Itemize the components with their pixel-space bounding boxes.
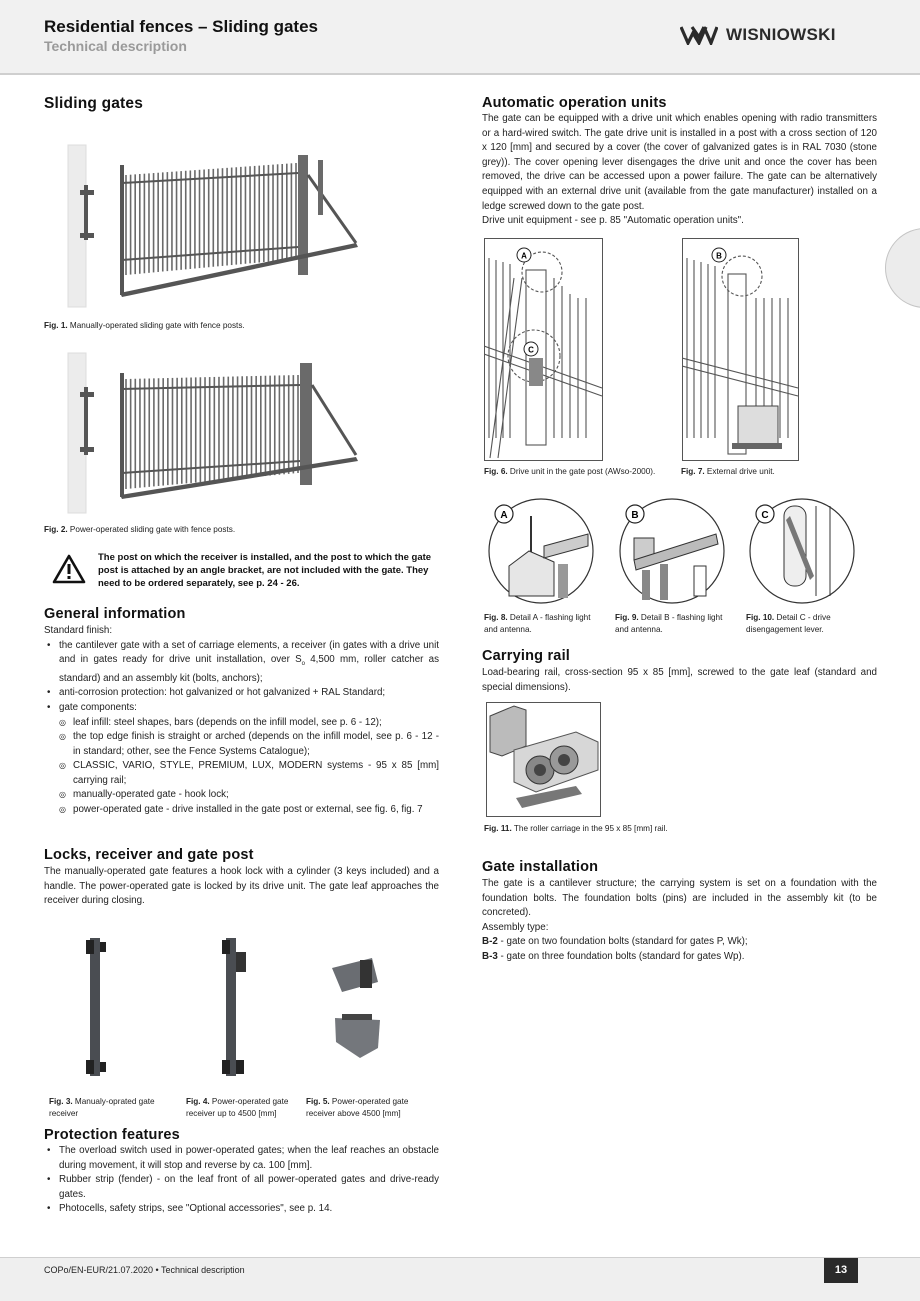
sub-list-item: ◎ the top edge finish is straight or arched (depends on the infill model, see p. 6 - 12 - in standard; other, see the Fence Systems Catalogue); <box>59 730 439 759</box>
list-item: • The overload switch used in power-operated gates; when the leaf reaches an obstacle during movement, it will stop and reverse by ca. 100 [mm]. <box>44 1144 439 1173</box>
list-item: • Rubber strip (fender) - on the leaf front of all power-operated gates and drive-ready gates. <box>44 1173 439 1202</box>
page-header <box>0 0 920 75</box>
general-info-title: General information <box>44 606 186 622</box>
sub-list-item: ◎ power-operated gate - drive installed in the gate post or external, see fig. 6, fig. 7 <box>59 803 439 818</box>
list-item: • gate components: ◎ leaf infill: steel shapes, bars (depends on the infill model, see p. 6 - 12); ◎ the top edge finish is straight or arched (depends on the infill model, see p. 6 - 12 - in standard; other, see the Fence Systems Catalogue); ◎ CLASSIC, VARIO, STYLE, PREMIUM, LUX, MODERN systems - 95 x 85 [mm] carrying rail; ◎ manually-operated gate - hook lock; ◎ power-operated gate - drive installed in the gate post or external, see fig. 6, fig. 7 <box>44 701 439 818</box>
fig8-label-a: A <box>500 510 508 521</box>
fig11-caption: Fig. 11. The roller carriage in the 95 x 85 [mm] rail. <box>484 824 668 833</box>
standard-finish-label: Standard finish: <box>44 625 113 636</box>
fig3-5-receivers-image <box>60 930 400 1080</box>
brand-logo <box>680 25 836 45</box>
fig4-caption: Fig. 4. Power-operated gate receiver up to 4500 [mm] <box>186 1097 289 1118</box>
protection-title: Protection features <box>44 1127 180 1143</box>
fig7-caption: Fig. 7. External drive unit. <box>681 467 775 476</box>
fig7-label-b: B <box>716 251 722 261</box>
fig3-receiver <box>86 938 106 1076</box>
sliding-gates-title: Sliding gates <box>44 95 144 112</box>
wisniowski-logo-icon <box>680 25 718 45</box>
fig10-label-c: C <box>761 510 769 521</box>
fig7-external-drive-image <box>682 238 800 462</box>
fig8-10-details-image <box>484 496 864 604</box>
sub-list-item: ◎ CLASSIC, VARIO, STYLE, PREMIUM, LUX, MODERN systems - 95 x 85 [mm] carrying rail; <box>59 759 439 788</box>
general-info-body <box>44 624 439 818</box>
fig3-caption: Fig. 3. Manualy-oprated gate receiver <box>49 1097 155 1118</box>
protection-body <box>44 1144 439 1217</box>
sub-list-item: ◎ leaf infill: steel shapes, bars (depends on the infill model, see p. 6 - 12); <box>59 716 439 731</box>
list-item: • anti-corrosion protection: hot galvanized or hot galvanized + RAL Standard; <box>44 686 439 701</box>
fig9-caption: Fig. 9. Detail B - flashing light and antenna. <box>615 613 723 634</box>
page-number: 13 <box>824 1258 858 1283</box>
header-subtitle: Technical description <box>44 38 187 54</box>
assembly-b3: B-3 - gate on three foundation bolts (standard for gates Wp). <box>482 950 745 962</box>
carrying-rail-body: Load-bearing rail, cross-section 95 x 85 [mm], screwed to the gate leaf (standard and special dimensions). <box>482 667 877 693</box>
gate-installation-title: Gate installation <box>482 859 599 875</box>
carrying-rail-title: Carrying rail <box>482 648 571 664</box>
list-item: • Photocells, safety strips, see "Optional accessories", see p. 14. <box>44 1202 439 1217</box>
fig1-manual-gate-image <box>60 135 370 310</box>
fig11-roller-carriage-image <box>486 702 602 818</box>
fig8-caption: Fig. 8. Detail A - flashing light and antenna. <box>484 613 591 634</box>
fig5-receiver <box>332 958 380 1058</box>
brand-name: WISNIOWSKI <box>726 25 836 44</box>
side-tab-marker <box>885 228 920 308</box>
fig4-receiver <box>222 938 246 1076</box>
assembly-b2: B-2 - gate on two foundation bolts (standard for gates P, Wk); <box>482 936 748 948</box>
sub-list-item: ◎ manually-operated gate - hook lock; <box>59 788 439 803</box>
page-footer <box>0 1257 920 1301</box>
fig6-drive-in-post-image <box>484 238 604 462</box>
fig9-label-b: B <box>631 510 639 521</box>
warning-icon <box>52 554 86 584</box>
fig5-caption: Fig. 5. Power-operated gate receiver above 4500 [mm] <box>306 1097 409 1118</box>
fig1-caption: Fig. 1. Manually-operated sliding gate with fence posts. <box>44 321 245 330</box>
footer-text: COPo/EN-EUR/21.07.2020 • Technical description <box>44 1265 245 1275</box>
fig10-caption: Fig. 10. Detail C - drive disengagement lever. <box>746 613 831 634</box>
fig6-caption: Fig. 6. Drive unit in the gate post (AWso-2000). <box>484 467 656 476</box>
gate-installation-body: The gate is a cantilever structure; the carrying system is set on a foundation with the foundation bolts. The foundation bolts (pins) are included in the assembly kit (to be concreted). Assembly type: B-2 - gate on two foundation bolts (standard for gates P, Wk); B-3 - gate on three foundation bolts (standard for gates Wp). <box>482 877 877 965</box>
auto-units-body: The gate can be equipped with a drive unit which enables opening with radio transmitters or a hard-wired switch. The gate drive unit is installed in a post with a cross section of 120 x 120 [mm] and secured by a cover (the cover of galvanized gates is in RAL 7030 (stone grey)). The cover opening lever disengages the drive unit and once the cover has been removed, the drive can be accessed upon a power failure. The gate can be alternatively equipped with an external drive unit (available from the gate manufacturer) installed on a ledge screwed down to the gate post. Drive unit equipment - see p. 85 "Automatic operation units". <box>482 113 877 227</box>
list-item: • the cantilever gate with a set of carriage elements, a receiver (in gates with a drive unit and in gates ready for drive unit installation, over $S_o$ 4,500 mm, roller catcher as standard) and an assembly kit (bolts, anchors); <box>44 639 439 687</box>
header-title: Residential fences – Sliding gates <box>44 17 318 36</box>
fig2-caption: Fig. 2. Power-operated sliding gate with fence posts. <box>44 525 236 534</box>
auto-units-title: Automatic operation units <box>482 95 667 111</box>
fig6-label-c: C <box>528 345 534 355</box>
fig2-power-gate-image <box>60 345 370 515</box>
locks-title: Locks, receiver and gate post <box>44 847 254 863</box>
fig6-label-a: A <box>521 251 527 261</box>
locks-body: The manually-operated gate features a hook lock with a cylinder (3 keys included) and a handle. The power-operated gate is locked by its drive unit. The gate leaf approaches the receiver during closing. <box>44 866 439 907</box>
warning-note: The post on which the receiver is installed, and the post to which the gate post is attached by an angle bracket, are not included with the gate. They need to be ordered separately, see p. 24 - 26. <box>98 552 432 589</box>
